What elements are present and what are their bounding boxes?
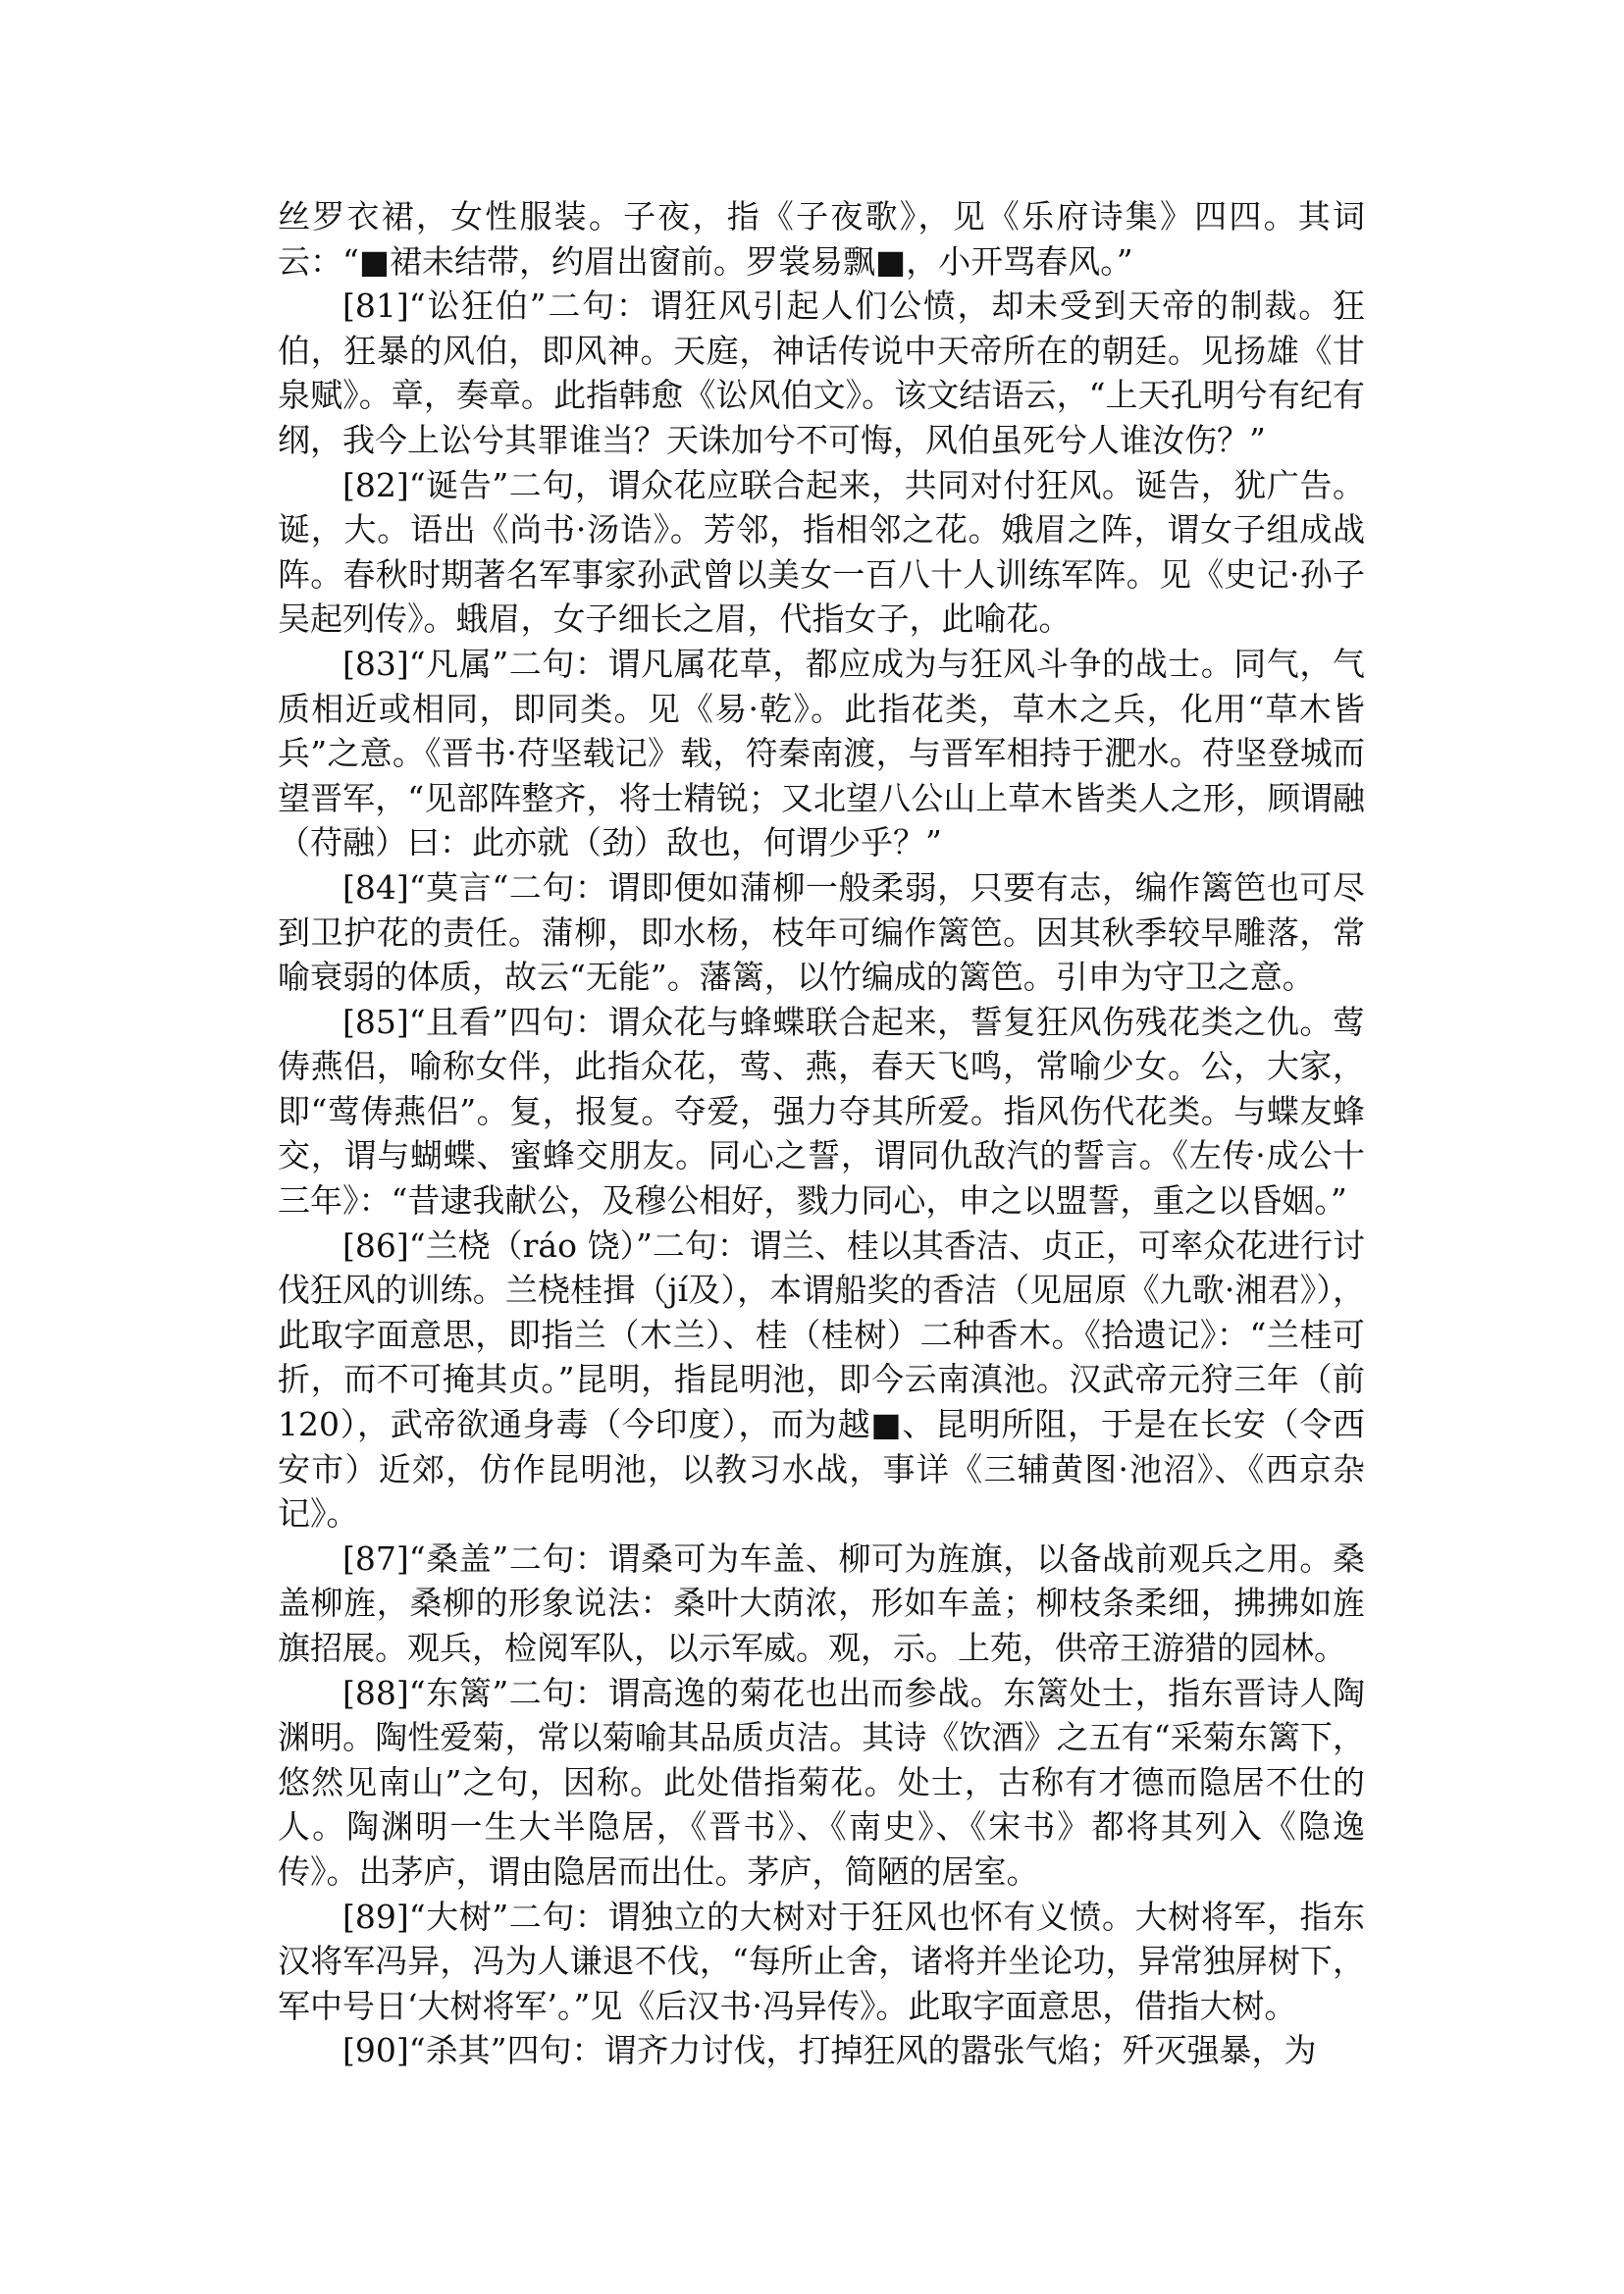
note-87: [87]“桑盖”二句：谓桑可为车盖、柳可为旌旗，以备战前观兵之用。桑盖柳旌，桑柳的形象说法：桑叶大荫浓，形如车盖；柳枝条柔细，拂拂如旌旗招展。观兵，检阅军队，以示军威。观，示。上苑，供帝王游猎的园林。 [278, 1538, 1365, 1667]
note-86: [86]“兰桡（ráo 饶）”二句：谓兰、桂以其香洁、贞正，可率众花进行讨伐狂风的训练。兰桡桂揖（jí及），本谓船奖的香洁（见屈原《九歌·湘君》），此取字面意思，即指兰（木兰）、桂（桂树）二种香木。《拾遗记》：“兰桂可折，而不可掩其贞。”昆明，指昆明池，即今云南滇池。汉武帝元狩三年（前 120），武帝欲通身毒（今印度），而为越■、昆明所阻，于是在长安（令西安市）近郊，仿作昆明池，以教习水战，事详《三辅黄图·池沼》、《西京杂记》。 [278, 1225, 1365, 1534]
note-85: [85]“且看”四句：谓众花与蜂蝶联合起来，誓复狂风伤残花类之仇。莺俦燕侣，喻称女伴，此指众花，莺、燕，春天飞鸣，常喻少女。公，大家，即“莺俦燕侣”。复，报复。夺爱，强力夺其所爱。指风伤代花类。与蝶友蜂交，谓与蝴蝶、蜜蜂交朋友。同心之誓，谓同仇敌汽的誓言。《左传·成公十三年》：“昔逮我献公，及穆公相好，戮力同心，申之以盟誓，重之以昏姻。” [278, 1002, 1365, 1221]
paragraph-continuation: 丝罗衣裙，女性服装。子夜，指《子夜歌》，见《乐府诗集》四四。其词云：“■裙未结带，约眉出窗前。罗裳易飘■，小开骂春风。” [278, 197, 1365, 281]
note-89: [89]“大树”二句：谓独立的大树对于狂风也怀有义愤。大树将军，指东汉将军冯异，冯为人谦退不伐，“每所止舍，诸将并坐论功，异常独屏树下，军中号日‘大树将军’。”见《后汉书·冯异传》。此取字面意思，借指大树。 [278, 1897, 1365, 2025]
document-page [278, 194, 1365, 2073]
note-83: [83]“凡属”二句：谓凡属花草，都应成为与狂风斗争的战士。同气，气质相近或相同，即同类。见《易·乾》。此指花类，草木之兵，化用“草木皆兵”之意。《晋书·苻坚载记》载，符秦南渡，与晋军相持于淝水。苻坚登城而望晋军，“见部阵整齐，将士精锐；又北望八公山上草木皆类人之形，顾谓融（苻融）曰：此亦就（劲）敌也，何谓少乎？” [278, 644, 1365, 862]
note-90: [90]“杀其”四句：谓齐力讨伐，打掉狂风的嚣张气焰；歼灭强暴，为 [342, 2031, 1317, 2070]
note-88: [88]“东篱”二句：谓高逸的菊花也出而参战。东篱处士，指东晋诗人陶渊明。陶性爱菊，常以菊喻其品质贞洁。其诗《饮酒》之五有“采菊东篱下，悠然见南山”之句，因称。此处借指菊花。处士，古称有才德而隐居不仕的人。陶渊明一生大半隐居，《晋书》、《南史》、《宋书》都将其列入《隐逸传》。出茅庐，谓由隐居而出仕。茅庐，简陋的居室。 [278, 1673, 1365, 1891]
note-82: [82]“诞告”二句，谓众花应联合起来，共同对付狂风。诞告，犹广告。诞，大。语出《尚书·汤诰》。芳邻，指相邻之花。娥眉之阵，谓女子组成战阵。春秋时期著名军事家孙武曾以美女一百八十人训练军阵。见《史记·孙子吴起列传》。蛾眉，女子细长之眉，代指女子，此喻花。 [278, 465, 1365, 639]
note-81: [81]“讼狂伯”二句：谓狂风引起人们公愤，却未受到天帝的制裁。狂伯，狂暴的风伯，即风神。天庭，神话传说中天帝所在的朝廷。见扬雄《甘泉赋》。章，奏章。此指韩愈《讼风伯文》。该文结语云，“上天孔明兮有纪有纲，我今上讼兮其罪谁当？天诛加兮不可悔，风伯虽死兮人谁汝伤？” [278, 287, 1365, 459]
note-84: [84]“莫言“二句：谓即便如蒲柳一般柔弱，只要有志，编作篱笆也可尽到卫护花的责任。蒲柳，即水杨，枝年可编作篱笆。因其秋季较早雕落，常喻衰弱的体质，故云“无能”。藩篱，以竹编成的篱笆。引申为守卫之意。 [278, 867, 1365, 997]
